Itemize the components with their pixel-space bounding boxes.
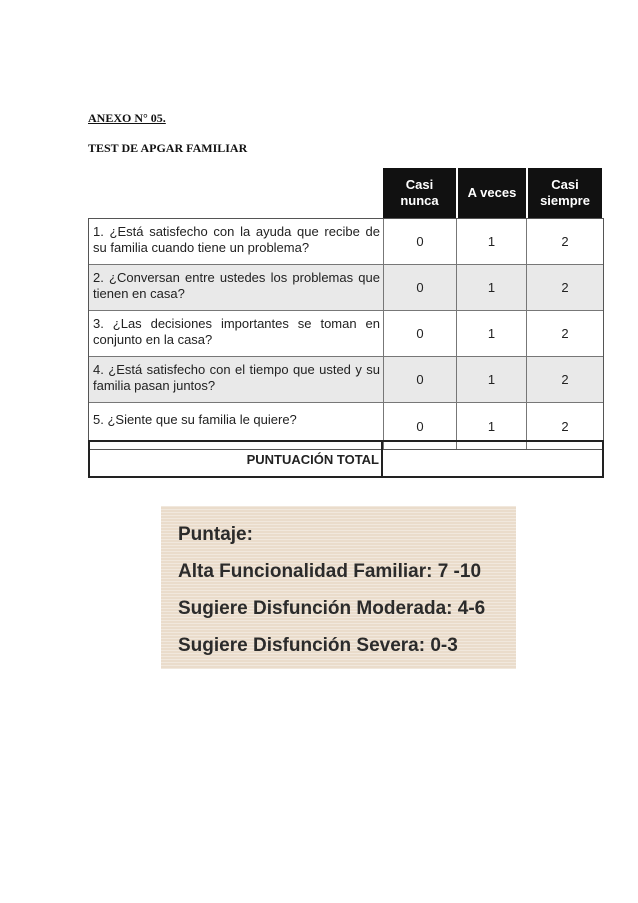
question-1: 1. ¿Está satisfecho con la ayuda que recibe de su familia cuando tiene un problema? — [89, 219, 384, 264]
score-cell-casi-nunca: 0 — [384, 311, 457, 356]
score-cell-casi-nunca: 0 — [384, 403, 457, 449]
table-row — [89, 357, 603, 403]
score-key-box — [161, 506, 516, 669]
table-header — [383, 168, 602, 218]
score-cell-casi-nunca: 0 — [384, 219, 457, 264]
question-4: 4. ¿Está satisfecho con el tiempo que usted y su familia pasan juntos? — [89, 357, 384, 402]
total-value-cell — [383, 442, 602, 476]
score-cell-casi-siempre: 2 — [561, 372, 569, 387]
total-row — [88, 440, 604, 478]
score-range-moderate: Sugiere Disfunción Moderada: 4-6 — [178, 598, 486, 619]
score-range-severe: Sugiere Disfunción Severa: 0-3 — [178, 635, 458, 656]
score-cell-a-veces: 1 — [457, 357, 527, 402]
score-cell-casi-siempre: 2 — [561, 234, 569, 249]
table-row — [89, 219, 603, 265]
score-cell-casi-nunca: 0 — [384, 265, 457, 310]
header-casi-nunca — [383, 168, 456, 218]
header-casi-siempre-line1: Casi — [551, 177, 579, 192]
question-5: 5. ¿Siente que su familia le quiere? — [89, 403, 384, 449]
score-heading: Puntaje: — [178, 524, 253, 545]
test-title: TEST DE APGAR FAMILIAR — [88, 141, 248, 155]
header-casi-nunca-line2: nunca — [400, 193, 439, 208]
header-casi-siempre-line2: siempre — [540, 193, 590, 208]
header-a-veces — [456, 168, 526, 218]
score-cell-casi-siempre: 2 — [561, 326, 569, 341]
table-row — [89, 265, 603, 311]
question-2: 2. ¿Conversan entre ustedes los problemas que tienen en casa? — [89, 265, 384, 310]
score-cell-casi-siempre: 2 — [561, 418, 569, 434]
header-a-veces-label: A veces — [467, 185, 517, 200]
score-cell-a-veces: 1 — [457, 219, 527, 264]
table-body — [88, 218, 604, 450]
header-casi-nunca-line1: Casi — [405, 177, 434, 192]
score-cell-casi-siempre: 2 — [561, 280, 569, 295]
header-casi-siempre — [526, 168, 602, 218]
score-range-high: Alta Funcionalidad Familiar: 7 -10 — [178, 561, 482, 582]
score-cell-a-veces: 1 — [457, 403, 527, 449]
score-cell-a-veces: 1 — [457, 265, 527, 310]
score-cell-a-veces: 1 — [457, 311, 527, 356]
annex-title: ANEXO N° 05. — [88, 111, 166, 125]
score-cell-casi-nunca: 0 — [384, 357, 457, 402]
table-row — [89, 311, 603, 357]
question-3: 3. ¿Las decisiones importantes se toman en conjunto en la casa? — [89, 311, 384, 356]
total-label: PUNTUACIÓN TOTAL — [90, 442, 383, 476]
